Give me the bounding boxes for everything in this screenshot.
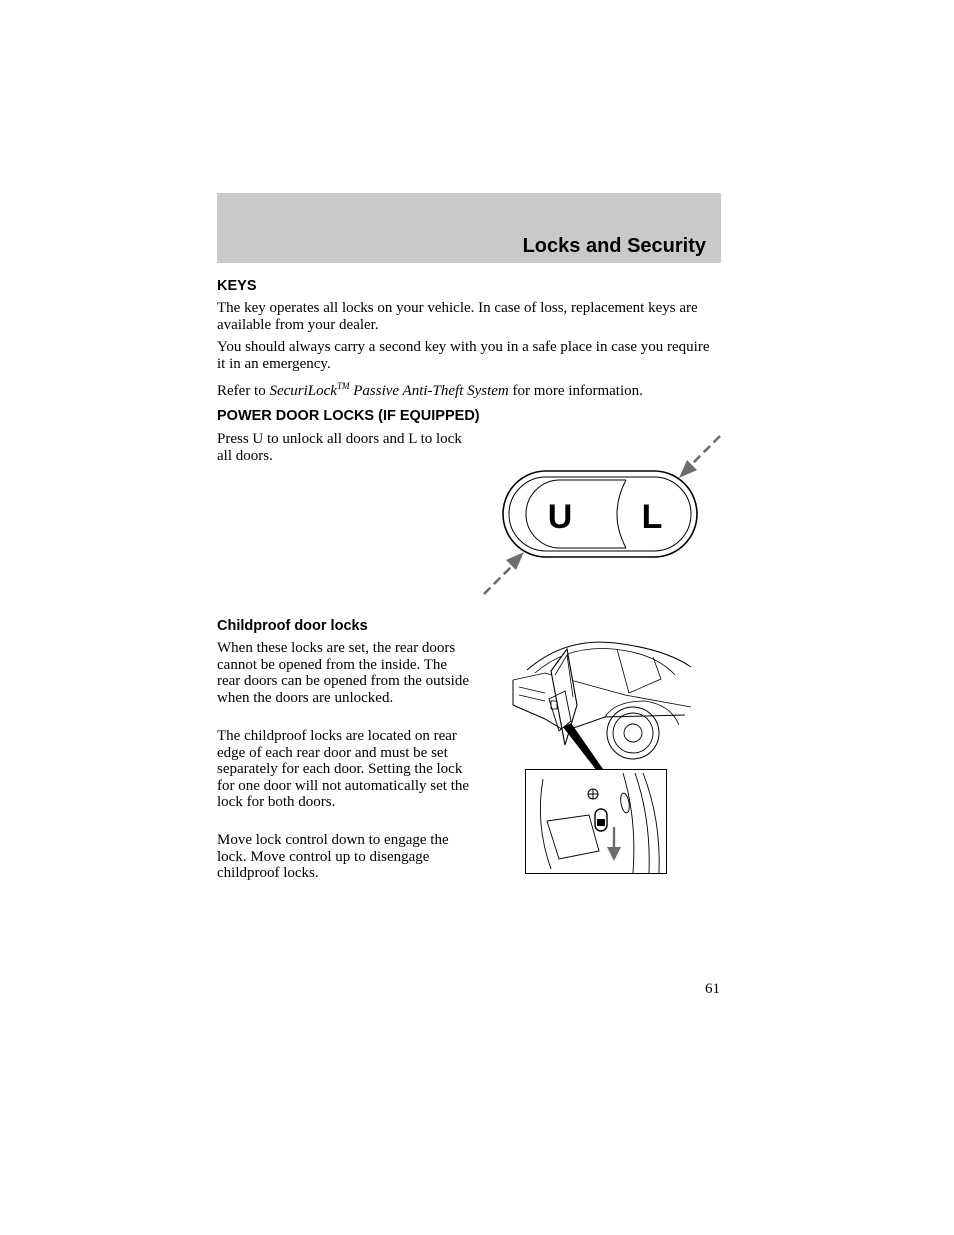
childproof-heading: Childproof door locks	[217, 618, 368, 634]
power-lock-switch-illustration	[478, 430, 728, 600]
childproof-paragraph-1: When these locks are set, the rear doors cannot be opened from the inside. The rear doors can be opened from the outside when the doors are unlocked.	[217, 640, 469, 706]
childproof-lock-detail-illustration	[525, 769, 667, 874]
page-number: 61	[705, 981, 720, 997]
childproof-paragraph-3: Move lock control down to engage the lock. Move control up to disengage childproof locks.	[217, 832, 449, 881]
section-title: Locks and Security	[522, 235, 706, 257]
keys-para3-prefix: Refer to	[217, 383, 270, 399]
car-rear-door-illustration	[505, 635, 695, 775]
securilock-reference: SecuriLock	[269, 383, 337, 399]
keys-paragraph-1: The key operates all locks on your vehicle. In case of loss, replacement keys are available from your dealer.	[217, 300, 698, 333]
lock-letter: L	[641, 498, 663, 536]
keys-para3-suffix: for more information.	[508, 383, 643, 399]
power-door-locks-paragraph: Press U to unlock all doors and L to lock all doors.	[217, 431, 462, 464]
keys-paragraph-2: You should always carry a second key with you in a safe place in case you require it in an emergency.	[217, 339, 710, 372]
arrow-to-lock-icon	[688, 436, 720, 468]
anti-theft-system-reference: Passive Anti-Theft System	[349, 383, 509, 399]
detail-pointer-icon	[563, 723, 603, 771]
trademark-mark: TM	[336, 381, 350, 391]
power-door-locks-heading: POWER DOOR LOCKS (IF EQUIPPED)	[217, 408, 480, 424]
childproof-paragraph-2: The childproof locks are located on rear edge of each rear door and must be set separately for each door. Setting the lock for one door will not automatically set the lock for both doors.	[217, 728, 470, 810]
keys-heading: KEYS	[217, 278, 257, 294]
keys-paragraph-3	[217, 378, 721, 400]
unlock-letter: U	[547, 498, 573, 536]
section-header-band	[217, 193, 721, 263]
arrow-to-unlock-icon	[484, 562, 516, 594]
